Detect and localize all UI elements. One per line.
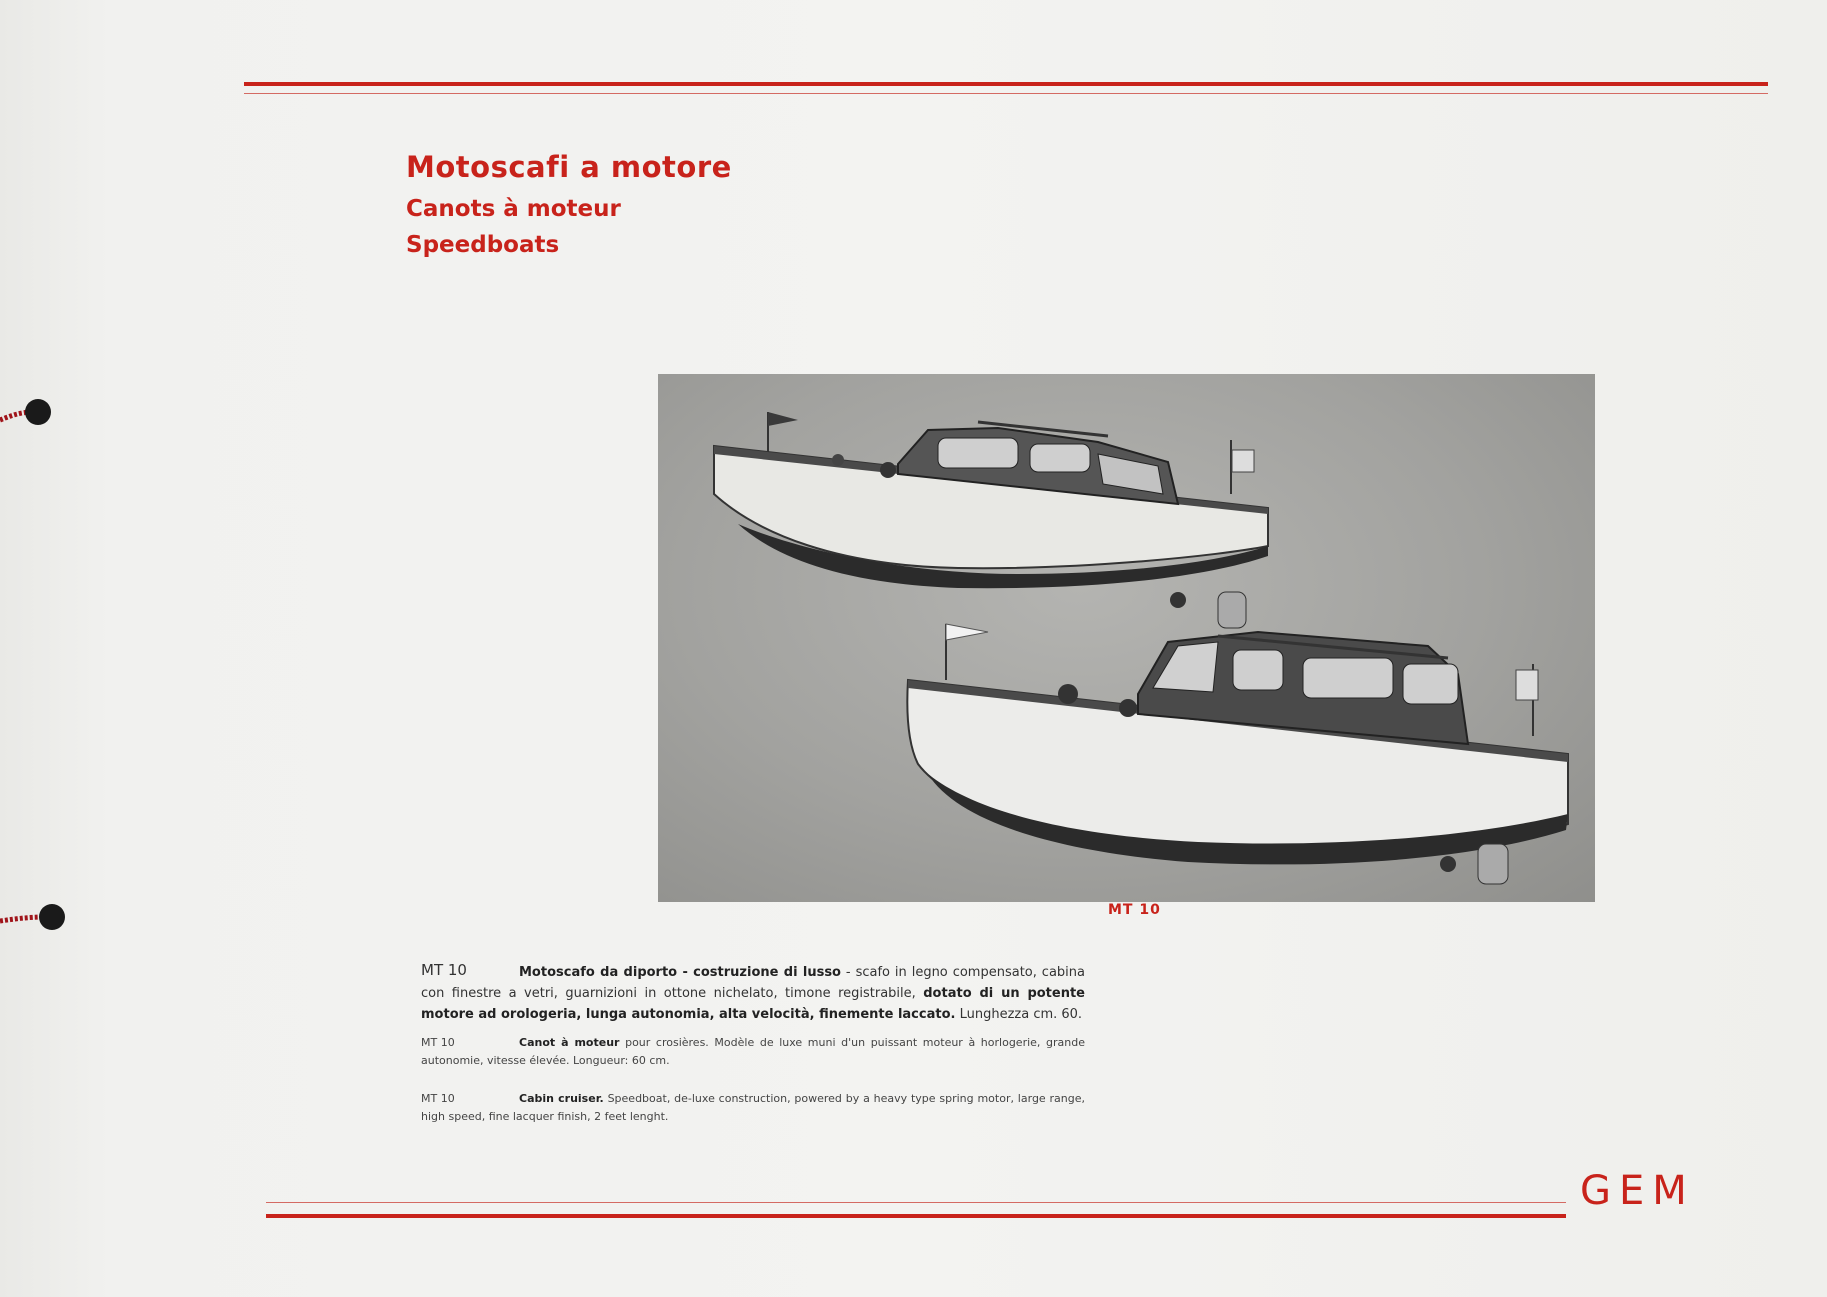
description-english-text: Cabin cruiser. Speedboat, de-luxe construction, powered by a heavy type spring motor, large range, high speed, fine lacquer finish, 2 feet lenght. [421,1092,1086,1123]
boat-lower-illustration [907,624,1568,884]
product-code: MT 10 [421,1092,455,1105]
binder-string-top [0,390,60,450]
title-block [406,150,732,258]
product-code: MT 10 [421,1036,455,1049]
product-photo [658,374,1595,902]
binder-string-bottom [0,895,70,945]
photo-caption: MT 10 [1108,902,1161,918]
title-french: Canots à moteur [406,196,621,222]
description-italian [421,962,1085,1025]
brand-logo: GEM [1580,1168,1695,1214]
description-italian-text: Motoscafo da diporto - costruzione di lusso - scafo in legno compensato, cabina con finestre a vetri, guarnizioni in ottone nichelato, timone registrabile, dotato di un potente motore ad orologeria, lunga autonomia, alta velocità, finemente laccato. Lunghezza cm. 60. [421,965,1085,1022]
bottom-rule [266,1194,1566,1220]
description-french-heading: Canot à moteur [519,1036,620,1049]
description-english [421,1090,1085,1126]
description-italian-heading: Motoscafo da diporto - costruzione di lusso [519,965,841,980]
top-rule [244,82,1768,96]
description-english-heading: Cabin cruiser. [519,1092,604,1105]
description-french [421,1034,1085,1070]
product-code: MT 10 [421,961,467,979]
title-italian: Motoscafi a motore [406,150,732,184]
boat-upper-illustration [714,412,1268,628]
title-english: Speedboats [406,232,560,258]
description-french-text: Canot à moteur pour crosières. Modèle de luxe muni d'un puissant moteur à horlogerie, grande autonomie, vitesse élevée. Longueur: 60 cm. [421,1036,1086,1067]
